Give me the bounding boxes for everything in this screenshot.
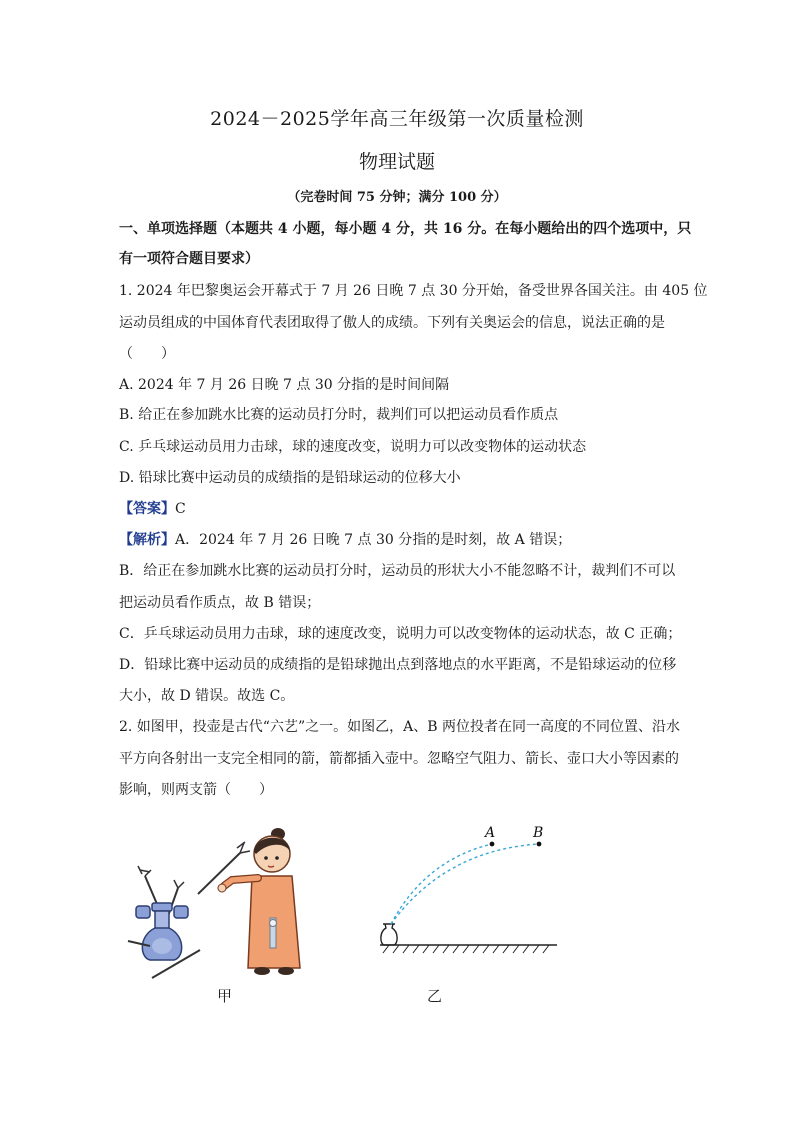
trajectory-a: [391, 844, 492, 924]
thrower-figure: [218, 828, 300, 975]
q1-option-b: B. 给正在参加跳水比赛的运动员打分时，裁判们可以把运动员看作质点: [119, 407, 559, 423]
q1-option-d: D. 铅球比赛中运动员的成绩指的是铅球运动的位移大小: [119, 470, 461, 486]
ground-hatching: [383, 945, 549, 953]
q2-stem-line1: 2. 如图甲，投壶是古代“六艺”之一。如图乙，A、B 两位投者在同一高度的不同位置、沿水: [119, 719, 680, 735]
q1-analysis-d-line2: 大小，故 D 错误。故选 C。: [119, 688, 295, 704]
pot-icon: [381, 924, 397, 945]
q2-stem-line3: 影响，则两支箭（ ）: [119, 782, 273, 798]
figure-yi-diagram: [375, 820, 565, 960]
point-b-label: B: [533, 825, 544, 841]
q2-stem-line2: 平方向各射出一支完全相同的箭，箭都插入壶中。忽略空气阻力、箭长、壶口大小等因素的: [119, 751, 679, 767]
figure-jia-caption: 甲: [217, 987, 233, 1005]
q1-option-c: C. 乒乓球运动员用力击球，球的速度改变，说明力可以改变物体的运动状态: [119, 439, 587, 455]
section-heading-line1: 一、单项选择题（本题共 4 小题，每小题 4 分，共 16 分。在每小题给出的四个选项中，只: [119, 221, 692, 237]
q1-analysis-a: [119, 529, 679, 549]
q1-analysis-d-line1: D．铅球比赛中运动员的成绩指的是铅球抛出点到落地点的水平距离，不是铅球运动的位移: [119, 657, 677, 673]
q1-analysis-b-line2: 把运动员看作质点，故 B 错误；: [119, 595, 321, 611]
analysis-a-text: A．2024 年 7 月 26 日晚 7 点 30 分指的是时刻，故 A 错误；: [175, 532, 572, 548]
point-b-dot: [537, 842, 542, 847]
q1-stem-line1: 1. 2024 年巴黎奥运会开幕式于 7 月 26 日晚 7 点 30 分开始，备受世界各国关注。由 405 位: [119, 283, 708, 299]
section-heading-line2: 有一项符合题目要求）: [119, 251, 259, 267]
q1-option-a: A. 2024 年 7 月 26 日晚 7 点 30 分指的是时间间隔: [119, 377, 450, 393]
point-a-label: A: [485, 825, 496, 841]
point-a-dot: [490, 842, 495, 847]
answer-tag: 【答案】: [119, 501, 175, 517]
q1-analysis-b-line1: B．给正在参加跳水比赛的运动员打分时，运动员的形状大小不能忽略不计，裁判们不可以: [119, 563, 676, 579]
exam-title: 2024－2025学年高三年级第一次质量检测: [210, 108, 584, 130]
vase-icon: [136, 903, 188, 960]
subject-title: 物理试题: [358, 151, 435, 173]
trajectory-b: [391, 844, 539, 924]
analysis-tag: 【解析】: [119, 532, 175, 548]
time-score-note: （完卷时间 75 分钟；满分 100 分）: [287, 190, 507, 205]
q1-analysis-c: C．乒乓球运动员用力击球，球的速度改变，说明力可以改变物体的运动状态，故 C 正确；: [119, 626, 682, 642]
q1-answer-line: [119, 498, 679, 518]
figure-jia-illustration: [120, 808, 325, 983]
figure-yi-caption: 乙: [427, 987, 443, 1005]
answer-value: C: [175, 501, 186, 517]
q1-stem-line2: 运动员组成的中国体育代表团取得了傲人的成绩。下列有关奥运会的信息，说法正确的是: [119, 315, 665, 331]
q1-answer-blank: （ ）: [119, 346, 175, 362]
